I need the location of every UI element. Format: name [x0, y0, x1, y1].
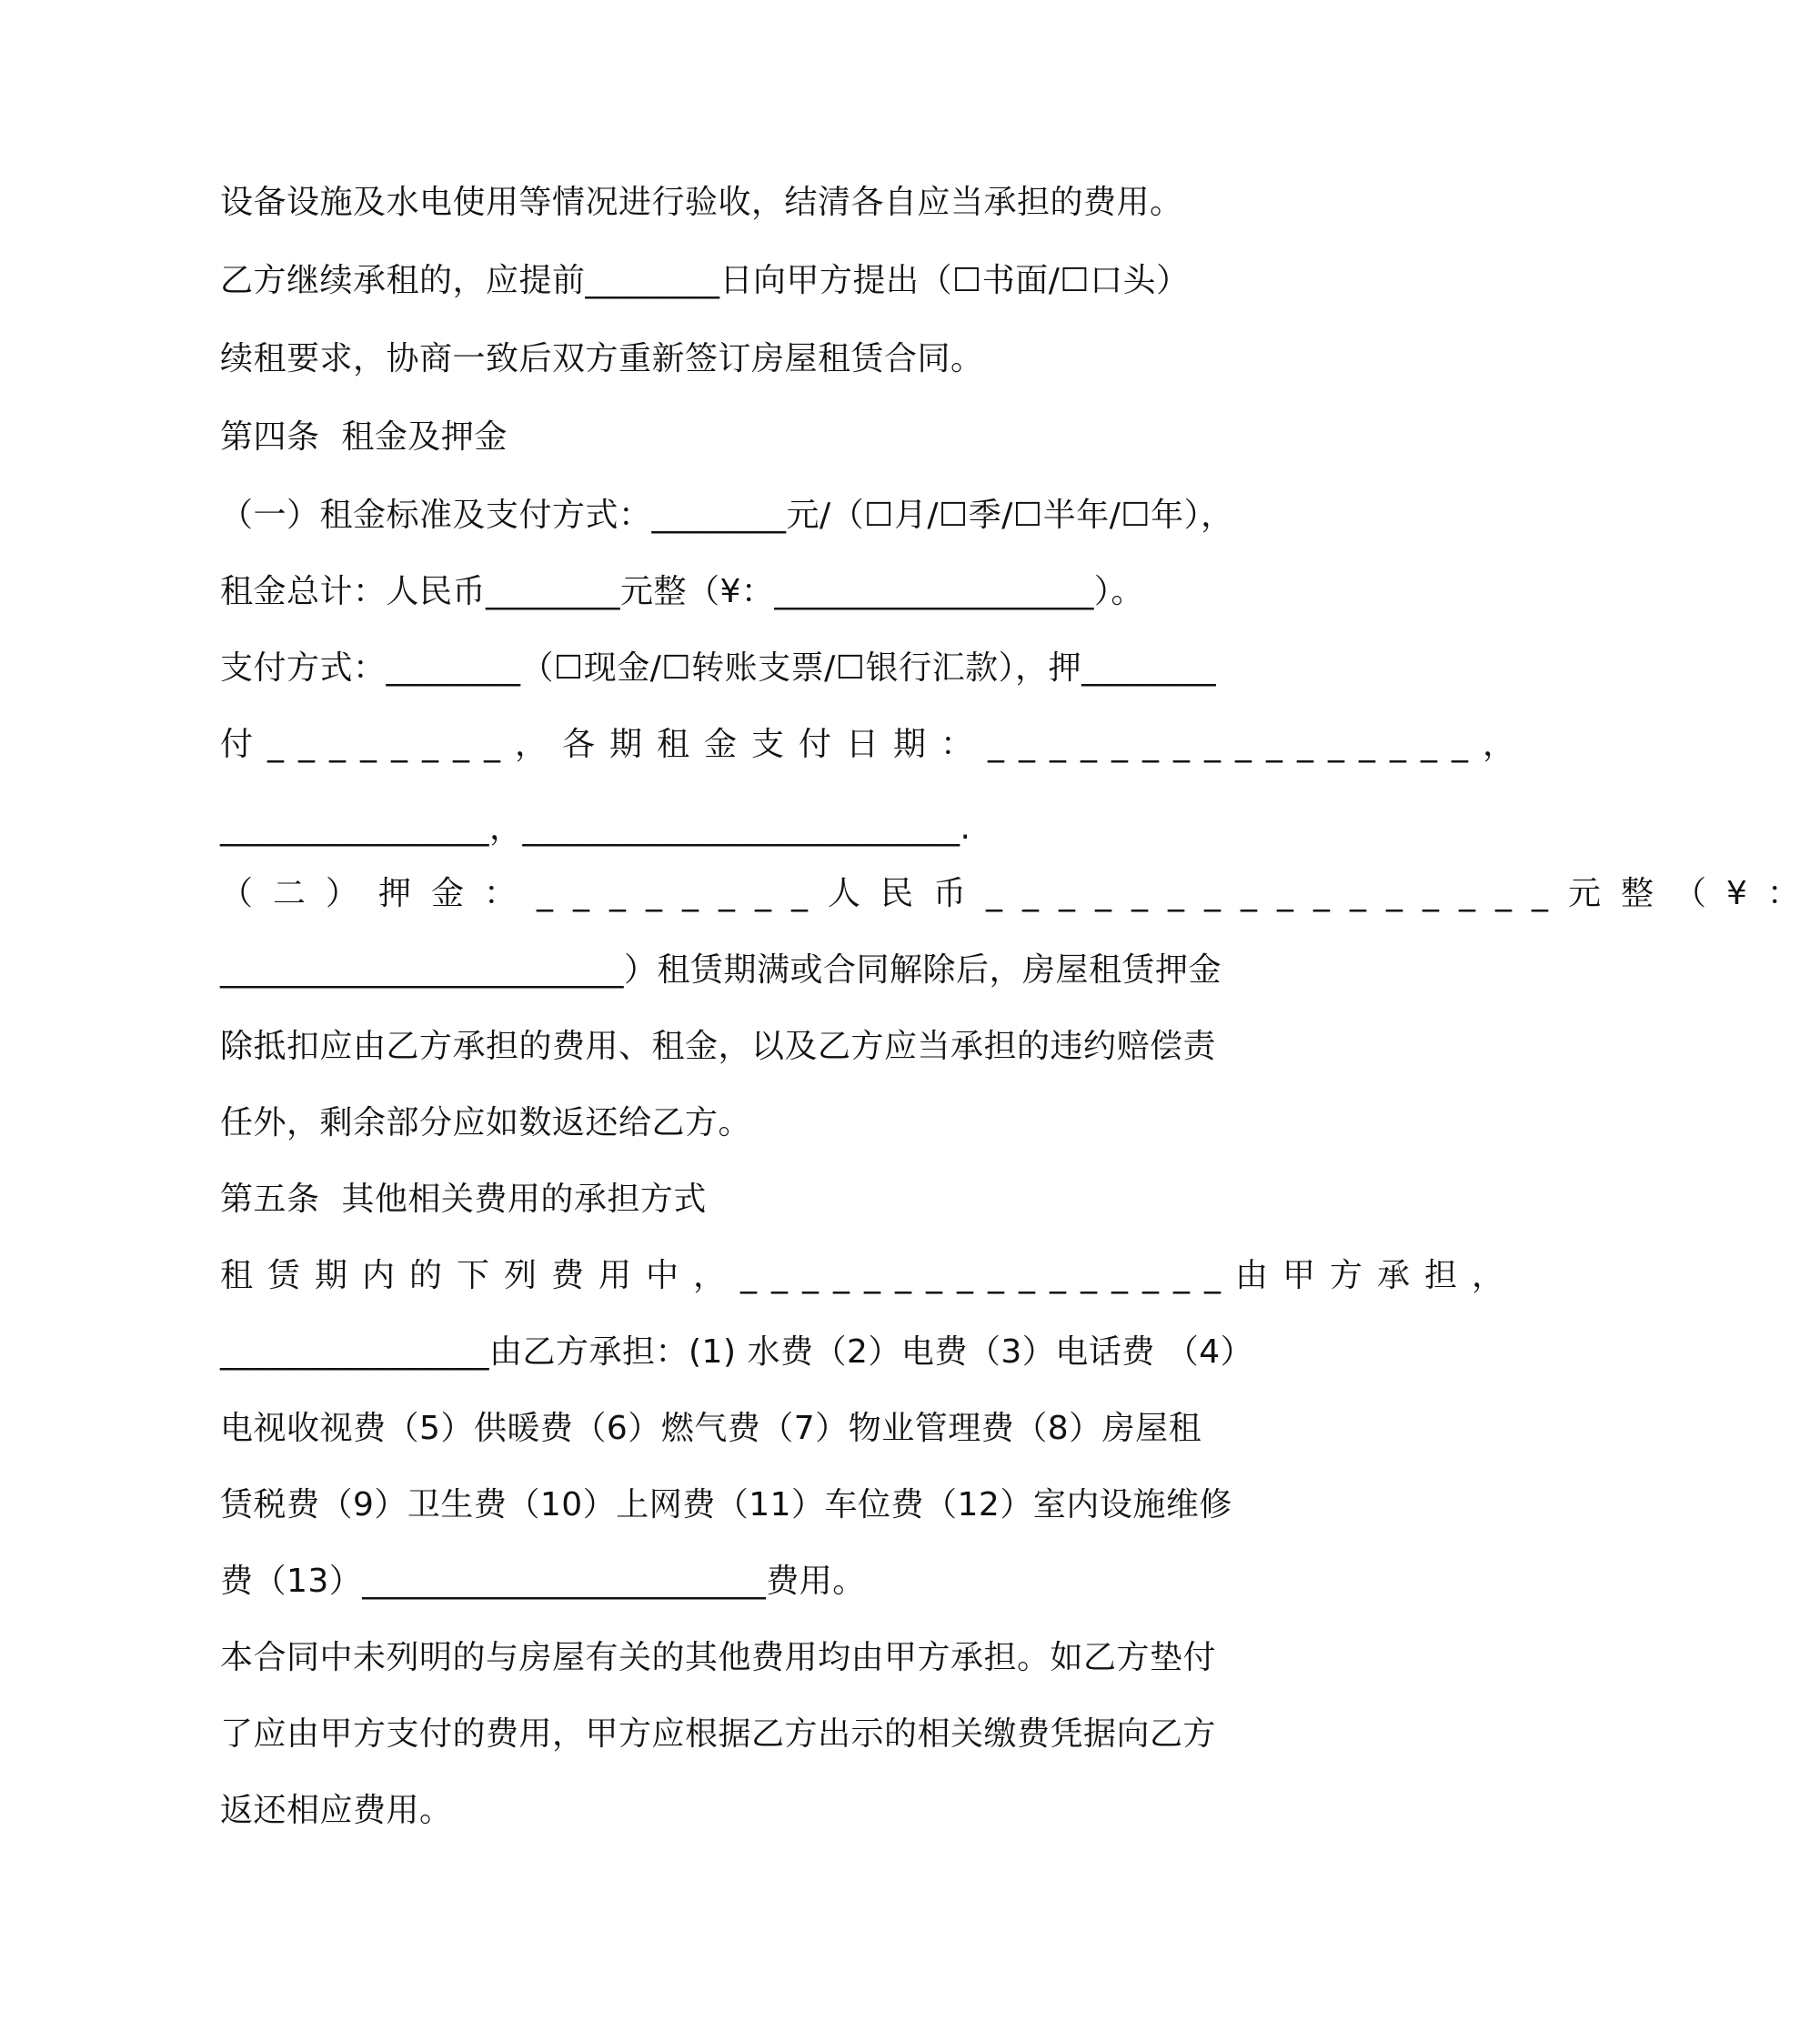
- text-line: 本合同中未列明的与房屋有关的其他费用均由甲方承担。如乙方垫付: [220, 1639, 1217, 1676]
- text-line: 任外，剩余部分应如数返还给乙方。: [220, 1104, 752, 1141]
- text-line: 租金总计：人民币________元整（¥：___________________）。: [220, 573, 1144, 610]
- text-line: 除抵扣应由乙方承担的费用、租金，以及乙方应当承担的违约赔偿责: [220, 1028, 1217, 1065]
- text-line: 费（13）________________________费用。: [220, 1563, 866, 1600]
- text-line: 乙方继续承租的，应提前________日向甲方提出（☐书面/☐口头）: [220, 262, 1190, 299]
- text-line: ________________________）租赁期满或合同解除后，房屋租赁押金: [220, 951, 1222, 989]
- text-line: 返还相应费用。: [220, 1792, 453, 1829]
- text-line: 设备设施及水电使用等情况进行验收，结清各自应当承担的费用。: [220, 184, 1183, 221]
- text-line: （二）押金：________人民币________________元整（¥：: [220, 875, 1820, 912]
- text-line: 赁税费（9）卫生费（10）上网费（11）车位费（12）室内设施维修: [220, 1486, 1232, 1523]
- section-heading: 第五条 其他相关费用的承担方式: [220, 1181, 707, 1218]
- text-line: ________________，__________________________.: [220, 809, 971, 847]
- text-line: 了应由甲方支付的费用，甲方应根据乙方出示的相关缴费凭据向乙方: [220, 1715, 1217, 1753]
- text-line: （一）租金标准及支付方式：________元/（☐月/☐季/☐半年/☐年），: [220, 497, 1234, 534]
- text-line: 支付方式：________（☐现金/☐转账支票/☐银行汇款），押________: [220, 649, 1217, 687]
- text-line: 电视收视费（5）供暖费（6）燃气费（7）物业管理费（8）房屋租: [220, 1410, 1202, 1447]
- text-line: 续租要求，协商一致后双方重新签订房屋租赁合同。: [220, 340, 984, 377]
- text-line: ________________由乙方承担：(1) 水费（2）电费（3）电话费 （4）: [220, 1333, 1254, 1371]
- text-line: 付________，各期租金支付日期：________________，: [220, 726, 1531, 763]
- section-heading: 第四条 租金及押金: [220, 418, 508, 456]
- text-line: 租赁期内的下列费用中，________________由甲方承担，: [220, 1257, 1520, 1294]
